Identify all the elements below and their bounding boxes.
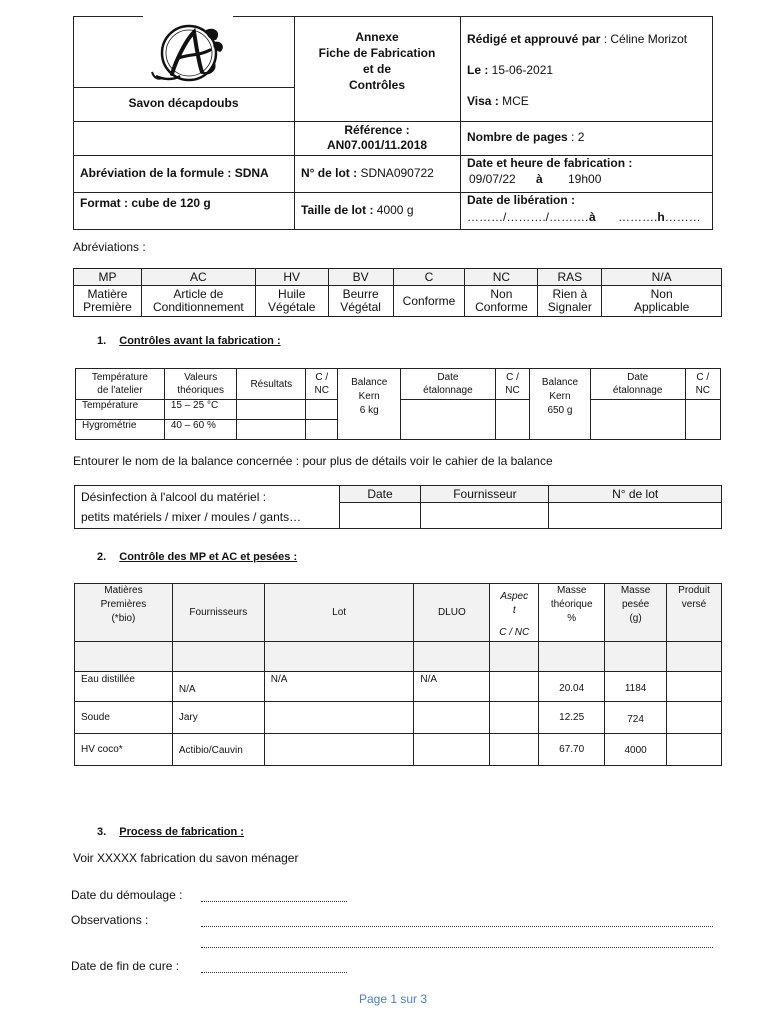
h-cnc-l1: C / — [506, 372, 519, 383]
liberation-time-pre: ………. — [618, 210, 658, 224]
meaning-l1: Non — [490, 287, 513, 301]
abbrev-code: RAS — [538, 269, 602, 286]
h-produit-verse — [667, 584, 722, 642]
liberation-date: ………/………./………. — [467, 210, 589, 224]
h-temp — [76, 369, 165, 400]
bal1-l3: 6 kg — [359, 405, 379, 416]
desinfection-l2: petits matériels / mixer / moules / gants… — [81, 510, 302, 524]
meaning-l1: Non — [650, 287, 673, 301]
le-line — [467, 63, 553, 77]
h-mp-l3: (*bio) — [111, 613, 136, 624]
abbrev-meaning — [393, 286, 465, 317]
taille-value: 4000 g — [373, 203, 414, 217]
section1-heading — [97, 335, 281, 347]
lot-value: SDNA090722 — [357, 166, 434, 180]
balance-kern-650g[interactable] — [530, 369, 591, 440]
h-val-l2: théoriques — [177, 385, 224, 396]
visa-line — [467, 94, 529, 108]
h-aspect-l1: Aspec — [500, 591, 529, 602]
h-mp-l2: Premières — [100, 599, 147, 610]
le-value: 15-06-2021 — [488, 63, 554, 77]
empty-cell — [75, 642, 173, 672]
bal2-l1: Balance — [541, 377, 579, 388]
section2-number: 2. — [97, 551, 107, 563]
mp-verse[interactable] — [667, 702, 722, 734]
abbrev-meaning — [538, 286, 602, 317]
le-label: Le : — [467, 63, 489, 77]
h-date-l1: Date — [437, 372, 459, 383]
meaning-l2: Signaler — [547, 300, 592, 314]
h-aspect-l2: t — [512, 605, 516, 616]
fab-label: Date et heure de fabrication : — [467, 156, 633, 170]
mp-pct: 67.70 — [539, 734, 605, 766]
mp-pct: 20.04 — [539, 672, 605, 702]
h-mpe-l3: (g) — [629, 613, 642, 624]
section1-title: Contrôles avant la fabrication : — [119, 335, 281, 347]
desinfection-label — [75, 486, 340, 529]
empty-cell — [667, 642, 722, 672]
h-val-l1: Valeurs — [184, 372, 218, 383]
desinfection-l1: Désinfection à l'alcool du matériel : — [81, 490, 267, 504]
empty-cell — [172, 642, 264, 672]
table-row — [75, 672, 722, 702]
temp-cnc-cell[interactable] — [306, 400, 338, 420]
h-date — [590, 369, 685, 400]
abbrev-code: BV — [328, 269, 393, 286]
section2-title: Contrôle des MP et AC et pesées : — [119, 551, 298, 563]
bal1-date-cell[interactable] — [400, 400, 495, 440]
visa-value: MCE — [498, 94, 529, 108]
mp-fourn: Actibio/Cauvin — [172, 734, 264, 766]
h-desinf-lot: N° de lot — [549, 486, 722, 503]
desinf-date-cell[interactable] — [339, 503, 421, 529]
row-temperature-val: 15 – 25 °C — [164, 400, 237, 420]
abbrev-formule: Abréviation de la formule : SDNA — [80, 166, 269, 180]
h-val — [164, 369, 237, 400]
bal1-l1: Balance — [351, 377, 388, 388]
balance-kern-6kg[interactable] — [338, 369, 401, 440]
abbrev-code: N/A — [602, 269, 722, 286]
meaning-l2: Conditionnement — [152, 300, 244, 314]
row-temperature: Température — [76, 400, 165, 420]
abbrev-meaning — [602, 286, 722, 317]
fin-cure-field[interactable] — [201, 972, 347, 973]
abbrev-title: Abréviations : — [73, 240, 146, 254]
mp-name: Eau distillée — [75, 672, 173, 702]
reference-value: AN07.001/11.2018 — [326, 138, 428, 152]
abbrev-meaning — [74, 286, 142, 317]
empty-cell — [605, 642, 667, 672]
h-temp-l1: Température — [91, 372, 148, 383]
bal2-date-cell[interactable] — [590, 400, 685, 440]
h-aspect-l3: C / NC — [499, 627, 530, 638]
abbrev-code: AC — [141, 269, 255, 286]
h-mpe-l1: Masse — [620, 585, 651, 596]
mp-fourn: N/A — [172, 672, 264, 702]
meaning-l2: Applicable — [633, 300, 690, 314]
h-res: Résultats — [237, 369, 306, 400]
mp-grams[interactable]: 724 — [605, 702, 667, 734]
meaning-l1: Beurre — [342, 287, 379, 301]
temp-result-cell[interactable] — [237, 400, 306, 420]
meaning-l1: Article de — [173, 287, 224, 301]
mp-name: HV coco* — [75, 734, 173, 766]
h-desinf-date: Date — [339, 486, 421, 503]
page-number: Page 1 sur 3 — [358, 992, 428, 1006]
mp-pct: 12.25 — [539, 702, 605, 734]
taille-line — [301, 203, 414, 217]
mp-aspect[interactable] — [490, 702, 539, 734]
abbrev-table — [73, 268, 722, 317]
section3-heading — [97, 826, 244, 838]
h-dluo: DLUO — [414, 584, 490, 642]
table-row — [75, 734, 722, 766]
desinf-lot-cell[interactable] — [549, 503, 722, 529]
h-prod-l2: versé — [681, 599, 707, 610]
h-date — [400, 369, 495, 400]
hygro-cnc-cell[interactable] — [306, 420, 338, 440]
empty-cell — [264, 642, 414, 672]
h-desinf-fournisseur: Fournisseur — [421, 486, 549, 503]
section3-number: 3. — [97, 826, 107, 838]
annexe-line4: Contrôles — [348, 78, 405, 92]
h-masse-theo — [539, 584, 605, 642]
mp-dluo[interactable] — [414, 702, 490, 734]
observations-label: Observations : — [71, 913, 149, 927]
liberation-h: h — [657, 210, 665, 224]
meaning-l1: Conforme — [402, 293, 456, 308]
mp-lot[interactable] — [264, 734, 414, 766]
h-date-l2: étalonnage — [423, 385, 473, 396]
empty-cell — [414, 642, 490, 672]
meaning-l2: Végétal — [340, 300, 381, 314]
format: Format : cube de 120 g — [80, 196, 211, 210]
redige-value: : Céline Morizot — [600, 32, 688, 46]
mp-verse[interactable] — [667, 734, 722, 766]
taille-label: Taille de lot : — [301, 203, 374, 217]
observations-field-2[interactable] — [201, 947, 713, 948]
abbrev-meaning — [465, 286, 538, 317]
h-mth-l1: Masse — [556, 585, 587, 596]
h-mth-l2: théorique — [550, 599, 593, 610]
controls-table — [75, 368, 721, 440]
demoulage-field[interactable] — [201, 901, 347, 902]
empty-cell — [490, 642, 539, 672]
desinfection-table — [74, 485, 722, 529]
pages-line — [467, 130, 584, 144]
balance-note: Entourer le nom de la balance concernée : pour plus de détails voir le cahier de la balance — [73, 454, 553, 468]
liberation-a: à — [589, 210, 596, 224]
reference — [294, 123, 460, 153]
annexe-line1: Annexe — [355, 30, 399, 44]
bal2-cnc-cell[interactable] — [685, 400, 720, 440]
section1-number: 1. — [97, 335, 107, 347]
section2-heading — [97, 551, 297, 563]
fab-a: à — [536, 172, 543, 186]
mp-grams[interactable]: 4000 — [605, 734, 667, 766]
annexe-line3: et de — [362, 62, 391, 76]
mp-aspect[interactable] — [490, 734, 539, 766]
redige-label: Rédigé et approuvé par — [467, 32, 601, 46]
pages-label: Nombre de pages — [467, 130, 568, 144]
h-mp-l1: Matières — [104, 585, 143, 596]
h-temp-l2: de l'atelier — [97, 385, 143, 396]
h-mp — [75, 584, 173, 642]
row-hygrometrie: Hygrométrie — [76, 420, 165, 440]
h-fourn: Fournisseurs — [172, 584, 264, 642]
pages-value: : 2 — [567, 130, 585, 144]
liberation-label: Date de libération : — [467, 193, 576, 207]
observations-field-1[interactable] — [201, 926, 713, 927]
reference-label: Référence : — [344, 123, 410, 137]
h-cnc — [306, 369, 338, 400]
h-cnc-l2: NC — [314, 385, 329, 396]
meaning-l1: Matière — [87, 287, 128, 301]
meaning-l1: Huile — [278, 287, 306, 301]
annexe-title — [294, 29, 460, 93]
liberation-time — [618, 210, 701, 224]
table-row — [75, 702, 722, 734]
lot-line — [301, 166, 434, 180]
abbrev-meaning — [255, 286, 328, 317]
h-aspect — [490, 584, 539, 642]
abbrev-meaning — [328, 286, 393, 317]
fin-cure-label: Date de fin de cure : — [71, 959, 180, 973]
product-name: Savon décapdoubs — [128, 96, 239, 110]
mp-dluo[interactable] — [414, 734, 490, 766]
abbrev-code: MP — [74, 269, 142, 286]
fab-time: 19h00 — [568, 172, 602, 186]
h-cnc — [685, 369, 720, 400]
redige-line — [467, 32, 687, 46]
mp-table — [74, 583, 722, 766]
h-date-l1: Date — [627, 372, 649, 383]
row-hygrometrie-val: 40 – 60 % — [164, 420, 237, 440]
h-cnc-l2: NC — [505, 385, 520, 396]
process-text: Voir XXXXX fabrication du savon ménager — [73, 851, 299, 865]
meaning-l1: Rien à — [552, 287, 588, 301]
h-cnc-l2: NC — [695, 385, 711, 396]
h-cnc — [495, 369, 529, 400]
logo — [144, 20, 234, 84]
bal1-l2: Kern — [358, 391, 380, 402]
abbrev-code: C — [393, 269, 465, 286]
mp-verse[interactable] — [667, 672, 722, 702]
mp-lot[interactable]: N/A — [264, 672, 414, 702]
mp-grams[interactable]: 1184 — [605, 672, 667, 702]
abbrev-meaning — [141, 286, 255, 317]
mp-name: Soude — [75, 702, 173, 734]
mp-dluo[interactable]: N/A — [414, 672, 490, 702]
meaning-l2: Première — [83, 300, 132, 314]
desinf-fournisseur-cell[interactable] — [421, 503, 549, 529]
section3-title: Process de fabrication : — [119, 826, 244, 838]
h-lot: Lot — [264, 584, 414, 642]
h-mpe-l2: pesée — [621, 599, 650, 610]
h-date-l2: étalonnage — [612, 385, 663, 396]
h-cnc-l1: C / — [696, 372, 710, 383]
annexe-line2: Fiche de Fabrication — [318, 46, 436, 60]
fab-date: 09/07/22 — [469, 172, 516, 186]
mp-fourn: Jary — [172, 702, 264, 734]
h-prod-l1: Produit — [678, 585, 710, 596]
h-cnc-l1: C / — [315, 372, 329, 383]
meaning-l2: Conforme — [475, 300, 528, 314]
bal2-l2: Kern — [549, 391, 571, 402]
mp-aspect[interactable] — [490, 672, 539, 702]
visa-label: Visa : — [467, 94, 499, 108]
bal2-l3: 650 g — [547, 405, 573, 416]
liberation-time-post: ……… — [664, 210, 701, 224]
h-masse-pesee — [605, 584, 667, 642]
lot-label: N° de lot : — [301, 166, 358, 180]
hygro-result-cell[interactable] — [237, 420, 306, 440]
abbrev-code: HV — [255, 269, 328, 286]
mp-lot[interactable] — [264, 702, 414, 734]
empty-cell — [539, 642, 605, 672]
h-mth-l3: % — [567, 613, 577, 624]
meaning-l2: Végétale — [268, 300, 316, 314]
abbrev-code: NC — [465, 269, 538, 286]
bal1-cnc-cell[interactable] — [495, 400, 529, 440]
demoulage-label: Date du démoulage : — [71, 888, 183, 902]
